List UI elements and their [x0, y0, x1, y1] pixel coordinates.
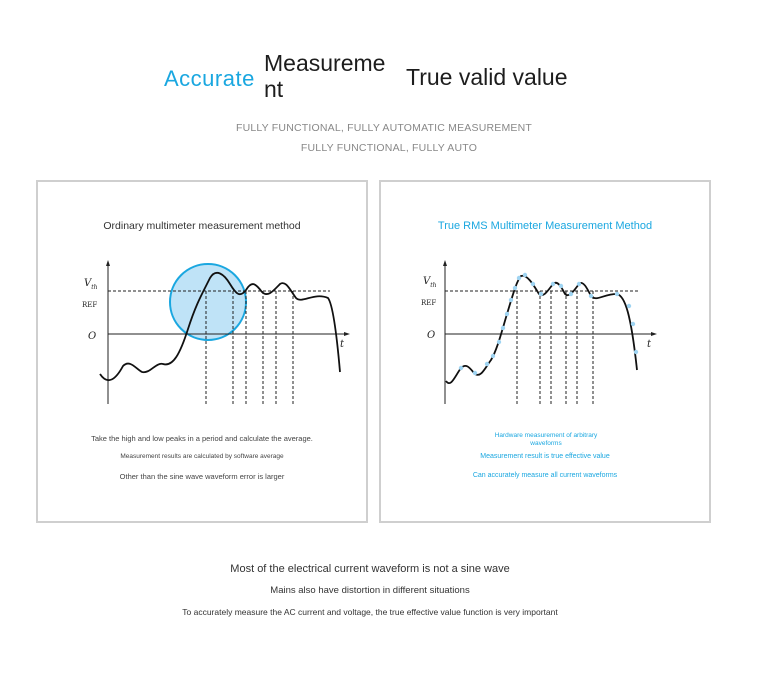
- true-rms-note-1: Hardware measurement of arbitrary waveforms: [494, 432, 598, 447]
- x-axis-arrow: [344, 332, 350, 336]
- y-axis-arrow: [106, 260, 110, 266]
- footer-line-1: Most of the electrical current waveform is not a sine wave: [230, 563, 510, 575]
- ref-label: REF: [421, 299, 437, 307]
- x-axis-arrow: [651, 332, 657, 336]
- ordinary-note-1: Take the high and low peaks in a period and calculate the average.: [91, 434, 313, 443]
- hero-accurate: Accurate: [164, 66, 255, 91]
- hero-true-valid-value: True valid value: [406, 64, 568, 90]
- ordinary-note-3: Other than the sine wave waveform error is larger: [119, 472, 285, 481]
- true-rms-waveform-diagram: [421, 254, 661, 414]
- waveform-line: [446, 276, 637, 383]
- true-rms-note-3: Can accurately measure all current waveforms: [472, 472, 618, 479]
- footer-line-3: To accurately measure the AC current and voltage, the true effective value function is very important: [182, 607, 558, 617]
- vth-label: $V_{th}$: [84, 278, 98, 291]
- peak-highlight-circle: [170, 264, 246, 340]
- ref-label: REF: [82, 301, 98, 309]
- true-rms-note-2: Measurement result is true effective value: [480, 453, 610, 460]
- true-rms-method-title: True RMS Multimeter Measurement Method: [437, 220, 653, 232]
- t-axis-label: t: [340, 339, 345, 350]
- sample-points: [459, 273, 638, 375]
- vth-label: $V_{th}$: [423, 276, 437, 289]
- ordinary-note-2: Measurement results are calculated by software average: [120, 453, 284, 460]
- t-axis-label: t: [647, 339, 652, 350]
- ordinary-method-panel: [36, 180, 368, 523]
- subtitle-line-2: FULLY FUNCTIONAL, FULLY AUTO: [300, 142, 478, 154]
- origin-label: O: [88, 331, 97, 342]
- ordinary-method-title: Ordinary multimeter measurement method: [103, 220, 301, 232]
- origin-label: O: [427, 330, 436, 341]
- true-rms-method-panel: [379, 180, 711, 523]
- footer-line-2: Mains also have distortion in different situations: [270, 585, 470, 596]
- ordinary-waveform-diagram: [78, 254, 345, 414]
- y-axis-arrow: [443, 260, 447, 266]
- sample-dashed-lines: [517, 291, 593, 404]
- subtitle-line-1: FULLY FUNCTIONAL, FULLY AUTOMATIC MEASUREMENT: [235, 122, 533, 134]
- hero-measurement: Measurement: [264, 50, 386, 102]
